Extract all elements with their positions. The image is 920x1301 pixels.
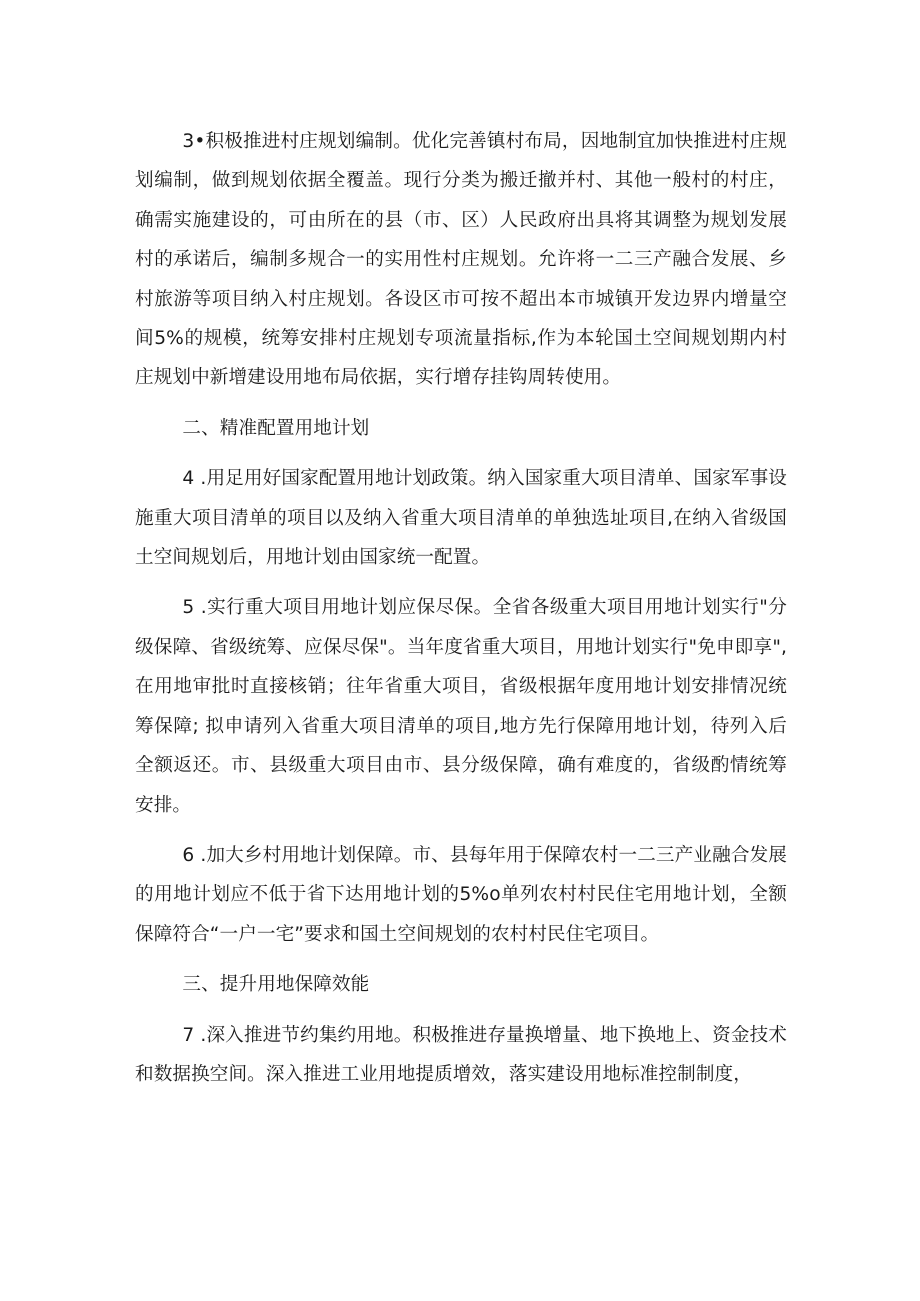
section-heading-efficiency: 三、提升用地保障效能 [182, 974, 370, 996]
paragraph-village-planning: 3•积极推进村庄规划编制。优化完善镇村布局，因地制宜加快推进村庄规划编制，做到规划依据全覆盖。现行分类为搬迁撤并村、其他一般村的村庄，确需实施建设的，可由所在的县（市、区）人民政府出具将其调整为规划发展村的承诺后，编制多规合一的实用性村庄规划。允许将一二三产融合发展、乡村旅游等项目纳入村庄规划。各设区市可按不超出本市城镇开发边界内增量空间5%的规模，统筹安排村庄规划专项流量指标,作为本轮国土空间规划期内村庄规划中新增建设用地布局依据，实行增存挂钩周转使用。 [135, 131, 787, 389]
paragraph-national-policy: 4 .用足用好国家配置用地计划政策。纳入国家重大项目清单、国家军事设施重大项目清单的项目以及纳入省重大项目清单的单独选址项目,在纳入省级国土空间规划后，用地计划由国家统一配置。 [135, 468, 787, 569]
document-body [135, 122, 787, 1105]
paragraph-land-saving: 7 .深入推进节约集约用地。积极推进存量换增量、地下换地上、资金技术和数据换空间。深入推进工业用地提质增效，落实建设用地标准控制制度， [135, 1024, 787, 1085]
paragraph-major-projects: 5 .实行重大项目用地计划应保尽保。全省各级重大项目用地计划实行"分级保障、省级统筹、应保尽保"。当年度省重大项目，用地计划实行"免申即享",在用地审批时直接核销；往年省重大项目，省级根据年度用地计划安排情况统筹保障; 拟申请列入省重大项目清单的项目,地方先行保障用地计划，待列入后全额返还。市、县级重大项目由市、县分级保障，确有难度的，省级酌情统筹安排。 [135, 597, 787, 816]
section-heading-land-plan: 二、精准配置用地计划 [182, 417, 370, 439]
paragraph-rural-land: 6 .加大乡村用地计划保障。市、县每年用于保障农村一二三产业融合发展的用地计划应不低于省下达用地计划的5%o单列农村村民住宅用地计划，全额保障符合“一户一宅”要求和国土空间规划的农村村民住宅项目。 [135, 844, 787, 945]
